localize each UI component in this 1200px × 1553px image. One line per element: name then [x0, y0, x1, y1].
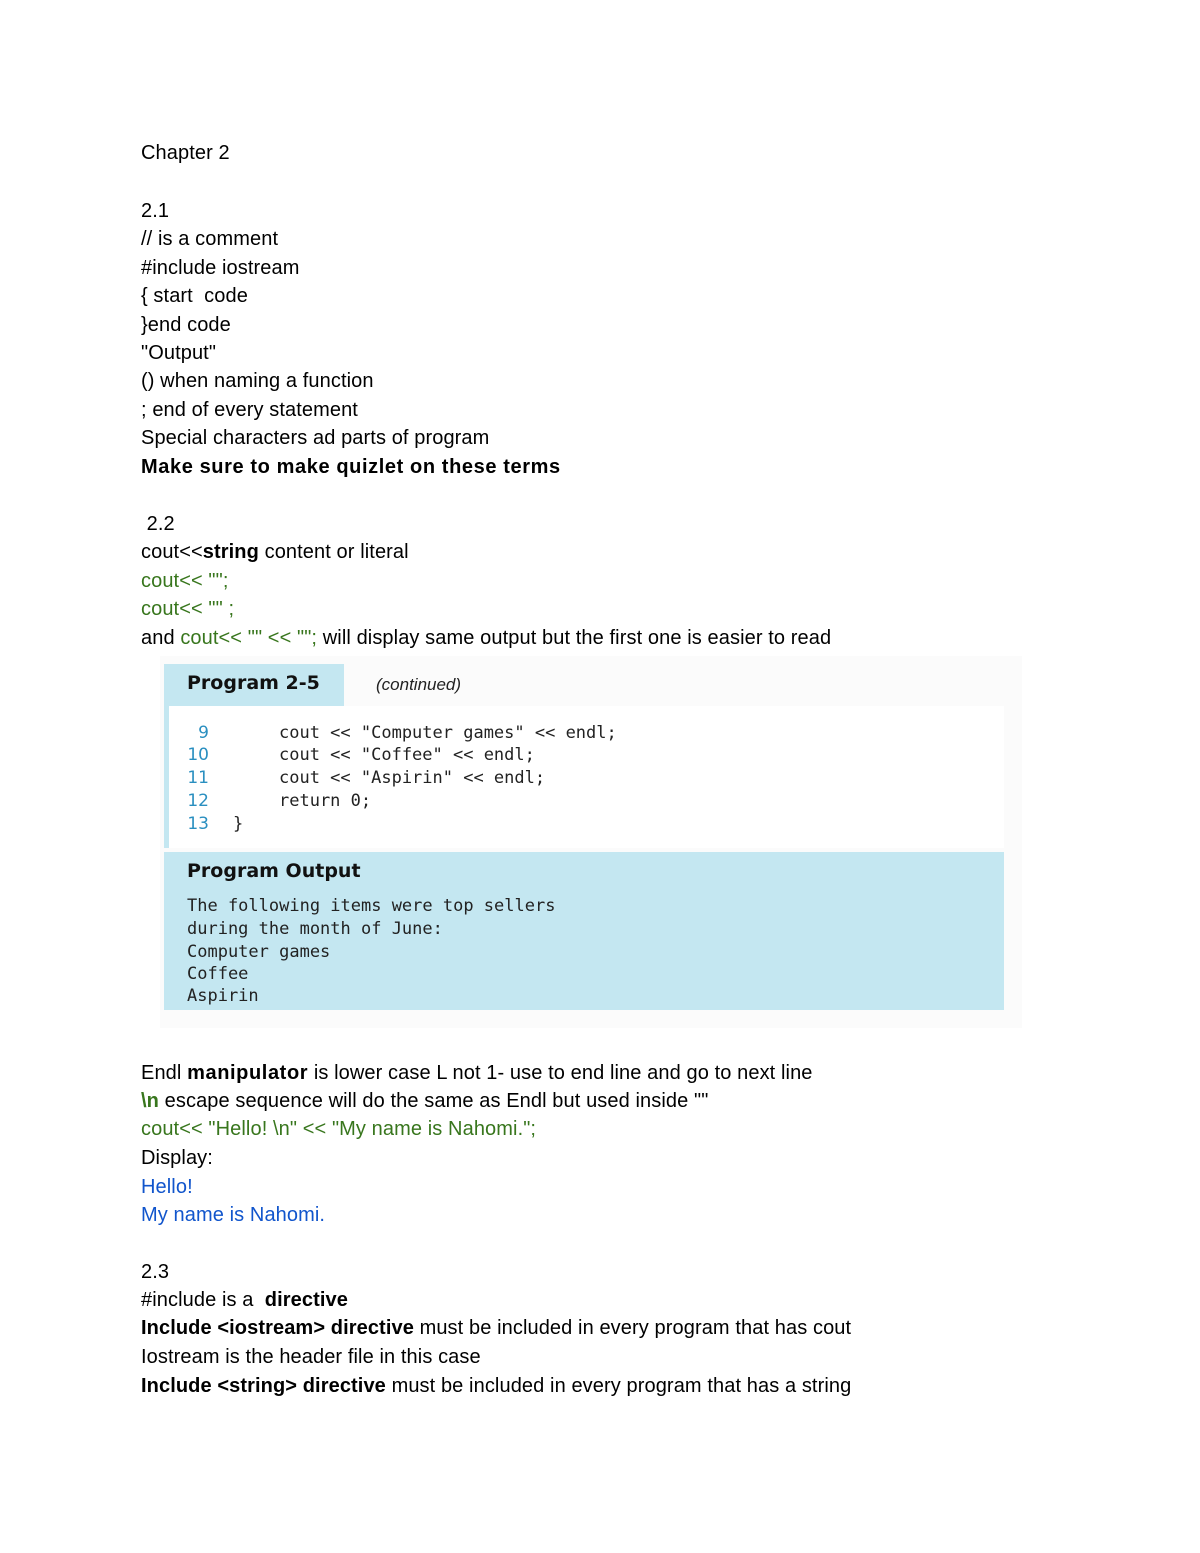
text-span: is lower case L not 1- use to end line and go to next line — [308, 1062, 813, 1084]
output-line: The following items were top sellers — [187, 896, 556, 916]
line-number: 10 — [187, 745, 209, 765]
code-line: cout << "Coffee" << endl; — [279, 745, 535, 765]
note-line: #include iostream — [141, 257, 300, 279]
output-line: Coffee — [187, 964, 249, 984]
output-line: Computer games — [187, 942, 331, 962]
directive-line — [141, 1286, 348, 1314]
escape-line — [141, 1087, 708, 1115]
code-listing — [164, 706, 1004, 848]
line-number: 13 — [187, 814, 209, 834]
text-span: and — [141, 627, 181, 649]
text-span: will display same output but the first one is easier to read — [317, 627, 832, 649]
figure-continued-label: (continued) — [376, 675, 462, 694]
output-title: Program Output — [187, 860, 361, 882]
bold-term: Include <iostream> directive — [141, 1317, 414, 1339]
iostream-line — [141, 1314, 851, 1342]
program-output — [164, 852, 1004, 1010]
text-span: must be included in every program that has a string — [385, 1375, 852, 1397]
comparison-line — [141, 624, 831, 652]
text-span: cout<< — [141, 541, 203, 563]
bold-term: directive — [264, 1289, 348, 1311]
code-line: return 0; — [279, 791, 372, 811]
section-2-2-heading: 2.2 — [141, 513, 175, 535]
note-line: // is a comment — [141, 228, 279, 250]
note-line: () when naming a function — [141, 370, 374, 392]
display-output: Hello! — [141, 1176, 193, 1198]
code-line: } — [233, 814, 244, 834]
note-line: "Output" — [141, 342, 217, 364]
bold-term: Include <string> directive — [141, 1375, 386, 1397]
section-2-3-heading: 2.3 — [141, 1261, 170, 1283]
text-span: #include is a — [141, 1289, 265, 1311]
chapter-title: Chapter 2 — [141, 142, 230, 164]
output-line: Aspirin — [187, 986, 259, 1006]
line-number: 11 — [187, 768, 209, 788]
text-span: must be included in every program that has cout — [413, 1317, 852, 1339]
display-label: Display: — [141, 1147, 213, 1169]
note-line: ; end of every statement — [141, 399, 358, 421]
bold-term: string — [202, 541, 259, 563]
code-line: cout << "Aspirin" << endl; — [279, 768, 546, 788]
code-inline: cout<< "" << ""; — [180, 627, 318, 649]
bold-note-text: Make sure to make quizlet on these terms — [141, 456, 561, 478]
text-span: Endl — [141, 1062, 188, 1084]
line-number: 9 — [198, 723, 209, 743]
cout-string-line — [141, 538, 409, 566]
bold-term: manipulator — [187, 1062, 309, 1084]
code-line: cout << "Computer games" << endl; — [279, 723, 617, 743]
note-line: { start code — [141, 285, 248, 307]
bold-term: \n — [141, 1090, 159, 1112]
output-line: during the month of June: — [187, 919, 443, 939]
text-span: escape sequence will do the same as Endl but used inside "" — [158, 1090, 709, 1112]
header-file-line: Iostream is the header file in this case — [141, 1346, 481, 1368]
section-2-1-heading: 2.1 — [141, 200, 170, 222]
code-example-3: cout<< "Hello! \n" << "My name is Nahomi."; — [141, 1118, 537, 1140]
bold-note — [141, 453, 561, 481]
note-line: Special characters ad parts of program — [141, 427, 490, 449]
program-figure — [160, 656, 1022, 1028]
line-number: 12 — [187, 791, 209, 811]
display-output: My name is Nahomi. — [141, 1204, 326, 1226]
endl-line — [141, 1059, 813, 1087]
string-line — [141, 1372, 851, 1400]
note-line: }end code — [141, 314, 231, 336]
code-example-2: cout<< "" ; — [141, 598, 235, 620]
code-example-1: cout<< ""; — [141, 570, 229, 592]
text-span: content or literal — [258, 541, 409, 563]
figure-title: Program 2-5 — [187, 672, 320, 694]
